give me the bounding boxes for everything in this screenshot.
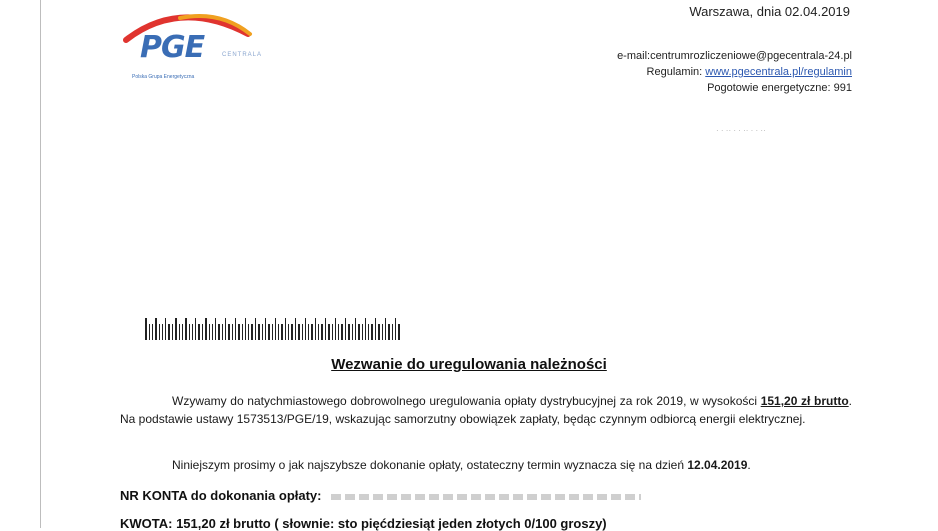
page-left-edge (40, 0, 41, 528)
logo-tagline: Polska Grupa Energetyczna (132, 74, 195, 80)
paragraph-deadline-text-b: . (747, 458, 751, 472)
contact-block (617, 48, 852, 96)
contact-email: e-mail:centrumrozliczeniowe@pgecentrala-24.pl (617, 50, 852, 62)
paragraph-request-text-a: Wzywamy do natychmiastowego dobrowolnego uregulowania opłaty dystrybucyjnej za rok 2019, w wysokości (172, 394, 761, 408)
account-number-line (120, 488, 641, 503)
contact-regulamin (617, 64, 852, 80)
barcode-icon (145, 318, 405, 340)
regulamin-label: Regulamin: (646, 66, 703, 78)
paragraph-deadline-text-a: Niniejszym prosimy o jak najszybsze dokonanie opłaty, ostateczny termin wyznacza się na dzień (172, 458, 688, 472)
faint-reference-mark: · · ·· · · ·· · · ·· (716, 126, 766, 135)
logo-subtitle: CENTRALA (222, 52, 263, 58)
logo-letters: PGE (140, 30, 205, 65)
paragraph-request-text-b: . Na podstawie ustawy 1573513/PGE/19, wskazując samorzutny obowiązek zapłaty, będąc czynnym odbiorcą energii elektrycznej. (120, 394, 853, 426)
account-number-redacted (331, 494, 641, 500)
pge-logo (120, 4, 280, 84)
contact-emergency: Pogotowie energetyczne: 991 (707, 82, 852, 94)
paragraph-deadline (120, 456, 852, 474)
paragraph-request-amount: 151,20 zł brutto (760, 394, 849, 408)
regulamin-link[interactable]: www.pgecentrala.pl/regulamin (705, 66, 852, 78)
place-date: Warszawa, dnia 02.04.2019 (689, 4, 850, 19)
paragraph-deadline-date: 12.04.2019 (687, 458, 748, 472)
amount-line: KWOTA: 151,20 zł brutto ( słownie: sto pięćdziesiąt jeden złotych 0/100 groszy) (120, 516, 607, 531)
account-label: NR KONTA do dokonania opłaty: (120, 488, 322, 503)
paragraph-request (120, 392, 852, 428)
document-title: Wezwanie do uregulowania należności (331, 356, 607, 373)
